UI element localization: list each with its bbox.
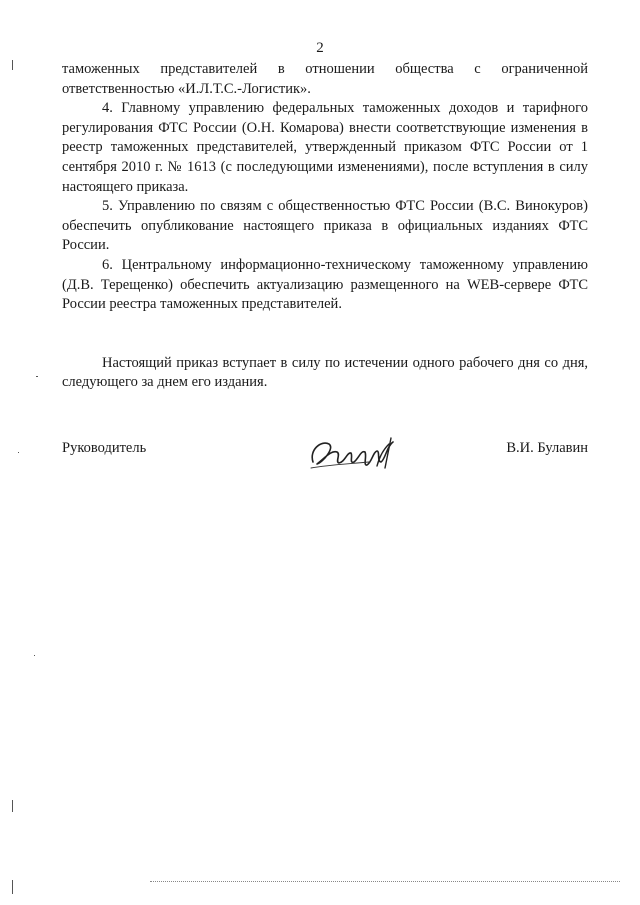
paragraph-continuation [62,60,588,99]
text-line: изданиях ФТС России. [62,217,588,254]
text-line: таможенных представителей в отношении общества с ограниченной [62,61,588,77]
text-line: ответственностью «И.Л.Т.С.-Логистик». [62,80,311,97]
text-line: (В.С. Винокуров) обеспечить опубликование настоящего приказа в официальных [62,198,588,234]
text-line: в реестр таможенных представителей, утвержденный приказом ФТС России [62,119,588,156]
handwritten-signature [307,432,402,474]
text-line: в силу настоящего приказа. [62,158,588,195]
paragraph-effective-date [62,354,588,393]
text-line: 4. Главному управлению федеральных таможенных доходов и тарифного [102,100,588,117]
text-line: 5. Управлению по связям с общественностью ФТС России [102,198,474,215]
document-body [62,60,588,393]
page-number: 2 [316,40,324,56]
text-line: регулирования ФТС России (О.Н. Комарова) внести соответствующие изменения [62,119,576,136]
scan-artifact [12,880,13,894]
signatory-name: В.И. Булавин [506,440,588,456]
scan-edge-line [150,881,620,882]
scan-artifact [12,800,13,812]
signatory-title: Руководитель [62,440,147,456]
paragraph-item-5 [62,197,588,256]
signature-block [62,432,588,482]
text-line: со дня, следующего за днем его издания. [62,354,589,391]
scan-artifact [18,452,19,453]
text-line: (Д.В. Терещенко) обеспечить актуализацию размещенного на WEB-сервере [62,276,552,293]
paragraph-item-6 [62,256,588,315]
text-line: Настоящий приказ вступает в силу по истечении одного рабочего дня [102,354,540,371]
paragraph-item-4 [62,99,588,197]
text-line: ФТС России реестра таможенных представителей. [62,276,589,313]
scan-artifact [34,655,35,656]
scan-artifact [12,60,13,70]
text-line: от 1 сентября 2010 г. № 1613 (с последующими изменениями), после вступления [62,139,588,175]
text-line: 6. Центральному информационно-техническому таможенному управлению [102,256,588,273]
scan-artifact [36,376,38,377]
